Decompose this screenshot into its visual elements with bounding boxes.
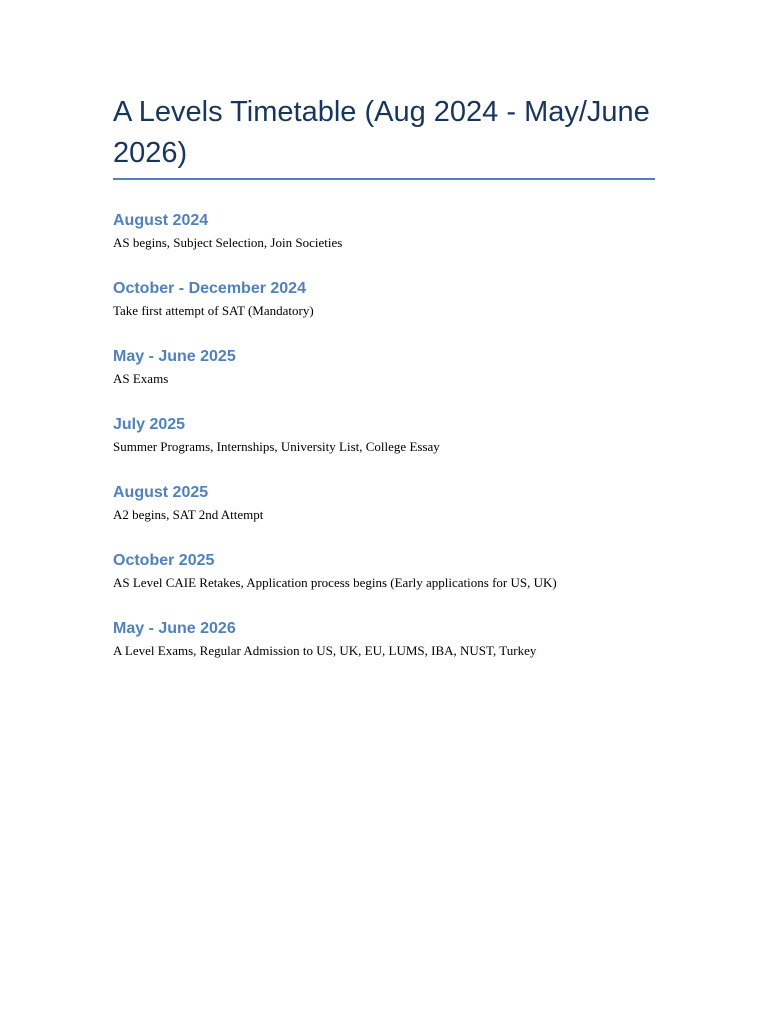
section-body: AS Exams (113, 371, 169, 386)
section-body: A Level Exams, Regular Admission to US, UK, EU, LUMS, IBA, NUST, Turkey (113, 643, 537, 658)
section-heading: August 2024 (113, 212, 209, 229)
section-heading: May - June 2026 (113, 620, 236, 637)
section-heading: July 2025 (113, 416, 186, 433)
timeline-section (113, 279, 655, 319)
timeline-section (113, 347, 655, 387)
section-body: AS Level CAIE Retakes, Application process begins (Early applications for US, UK) (113, 575, 557, 590)
timeline-section (113, 415, 655, 455)
document-title: A Levels Timetable (Aug 2024 - May/June 2026) (113, 96, 650, 169)
section-heading: October 2025 (113, 552, 215, 569)
timeline-section (113, 619, 655, 659)
title-underline-rule (113, 178, 655, 180)
section-heading: October - December 2024 (113, 280, 306, 297)
section-heading: May - June 2025 (113, 348, 236, 365)
section-body: A2 begins, SAT 2nd Attempt (113, 507, 264, 522)
section-heading: August 2025 (113, 484, 209, 501)
timeline-section (113, 211, 655, 251)
section-body: Take first attempt of SAT (Mandatory) (113, 303, 314, 318)
timeline-section (113, 551, 655, 591)
section-body: AS begins, Subject Selection, Join Societies (113, 235, 343, 250)
timeline-section (113, 483, 655, 523)
document-page (113, 92, 655, 687)
section-body: Summer Programs, Internships, University List, College Essay (113, 439, 440, 454)
